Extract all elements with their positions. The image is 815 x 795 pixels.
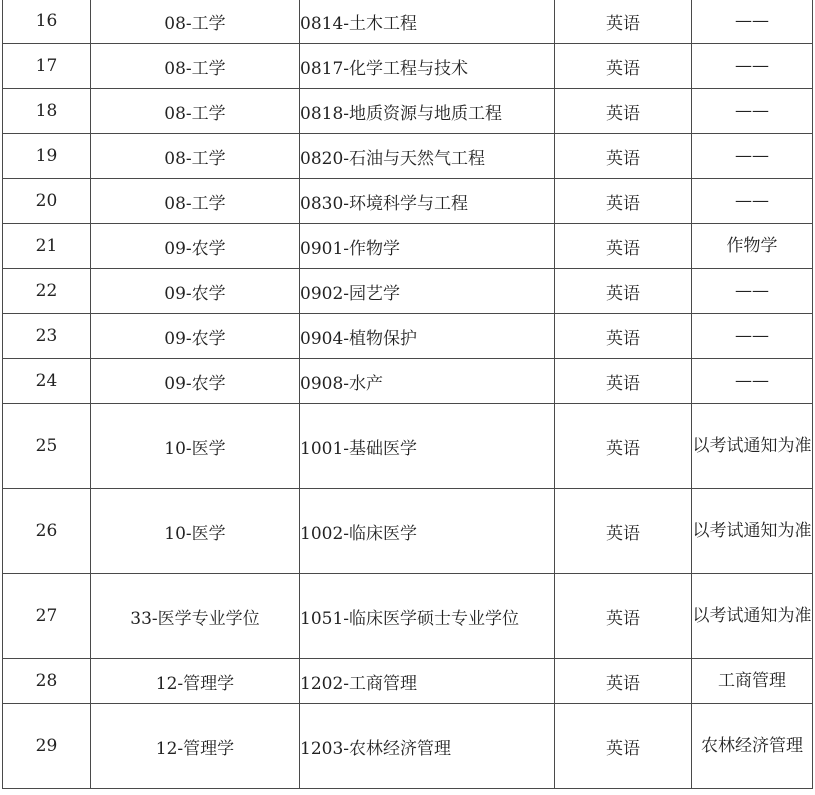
exam-language: 英语 [555,134,692,179]
table-row [3,359,813,404]
exam-language: 英语 [555,574,692,659]
major-name: 0817-化学工程与技术 [300,44,555,89]
exam-language: 英语 [555,269,692,314]
row-number: 16 [3,0,91,44]
row-number: 17 [3,44,91,89]
row-number: 22 [3,269,91,314]
major-name: 0830-环境科学与工程 [300,179,555,224]
major-name: 1051-临床医学硕士专业学位 [300,574,555,659]
remark: 工商管理 [692,659,813,704]
discipline-category: 08-工学 [91,89,300,134]
row-number: 26 [3,489,91,574]
remark: —— [692,314,813,359]
discipline-category: 12-管理学 [91,704,300,789]
table-row [3,134,813,179]
remark: 农林经济管理 [692,704,813,789]
exam-language: 英语 [555,314,692,359]
discipline-category: 08-工学 [91,134,300,179]
discipline-category: 33-医学专业学位 [91,574,300,659]
row-number: 18 [3,89,91,134]
major-name: 1202-工商管理 [300,659,555,704]
table-row [3,44,813,89]
row-number: 23 [3,314,91,359]
major-name: 0904-植物保护 [300,314,555,359]
remark: 以考试通知为准 [692,489,813,574]
discipline-category: 12-管理学 [91,659,300,704]
exam-language: 英语 [555,404,692,489]
exam-language: 英语 [555,89,692,134]
row-number: 25 [3,404,91,489]
discipline-category: 09-农学 [91,269,300,314]
table-row [3,574,813,659]
exam-language: 英语 [555,44,692,89]
exam-language: 英语 [555,359,692,404]
exam-language: 英语 [555,704,692,789]
major-name: 0908-水产 [300,359,555,404]
table-row [3,489,813,574]
major-name: 0814-土木工程 [300,0,555,44]
major-name: 0820-石油与天然气工程 [300,134,555,179]
major-name: 1002-临床医学 [300,489,555,574]
table-row [3,314,813,359]
table-row [3,704,813,789]
remark: —— [692,269,813,314]
remark: 以考试通知为准 [692,404,813,489]
discipline-category: 09-农学 [91,314,300,359]
row-number: 28 [3,659,91,704]
table-body [3,0,813,789]
table-row [3,89,813,134]
row-number: 29 [3,704,91,789]
discipline-category: 08-工学 [91,179,300,224]
row-number: 19 [3,134,91,179]
row-number: 24 [3,359,91,404]
remark: —— [692,89,813,134]
table-row [3,659,813,704]
exam-language: 英语 [555,224,692,269]
remark: —— [692,0,813,44]
exam-language: 英语 [555,489,692,574]
table-row [3,269,813,314]
row-number: 21 [3,224,91,269]
table-row [3,224,813,269]
row-number: 20 [3,179,91,224]
remark: —— [692,134,813,179]
exam-language: 英语 [555,179,692,224]
major-name: 0902-园艺学 [300,269,555,314]
discipline-category: 09-农学 [91,359,300,404]
table-row [3,404,813,489]
discipline-category: 08-工学 [91,0,300,44]
discipline-category: 08-工学 [91,44,300,89]
discipline-category: 10-医学 [91,404,300,489]
remark: 以考试通知为准 [692,574,813,659]
discipline-category: 10-医学 [91,489,300,574]
remark: —— [692,359,813,404]
table-row [3,0,813,44]
major-name: 1001-基础医学 [300,404,555,489]
remark: —— [692,179,813,224]
major-name: 0901-作物学 [300,224,555,269]
exam-language: 英语 [555,659,692,704]
major-name: 0818-地质资源与地质工程 [300,89,555,134]
discipline-category: 09-农学 [91,224,300,269]
table-row [3,179,813,224]
major-name: 1203-农林经济管理 [300,704,555,789]
row-number: 27 [3,574,91,659]
exam-language: 英语 [555,0,692,44]
subject-table [2,0,813,789]
remark: 作物学 [692,224,813,269]
remark: —— [692,44,813,89]
